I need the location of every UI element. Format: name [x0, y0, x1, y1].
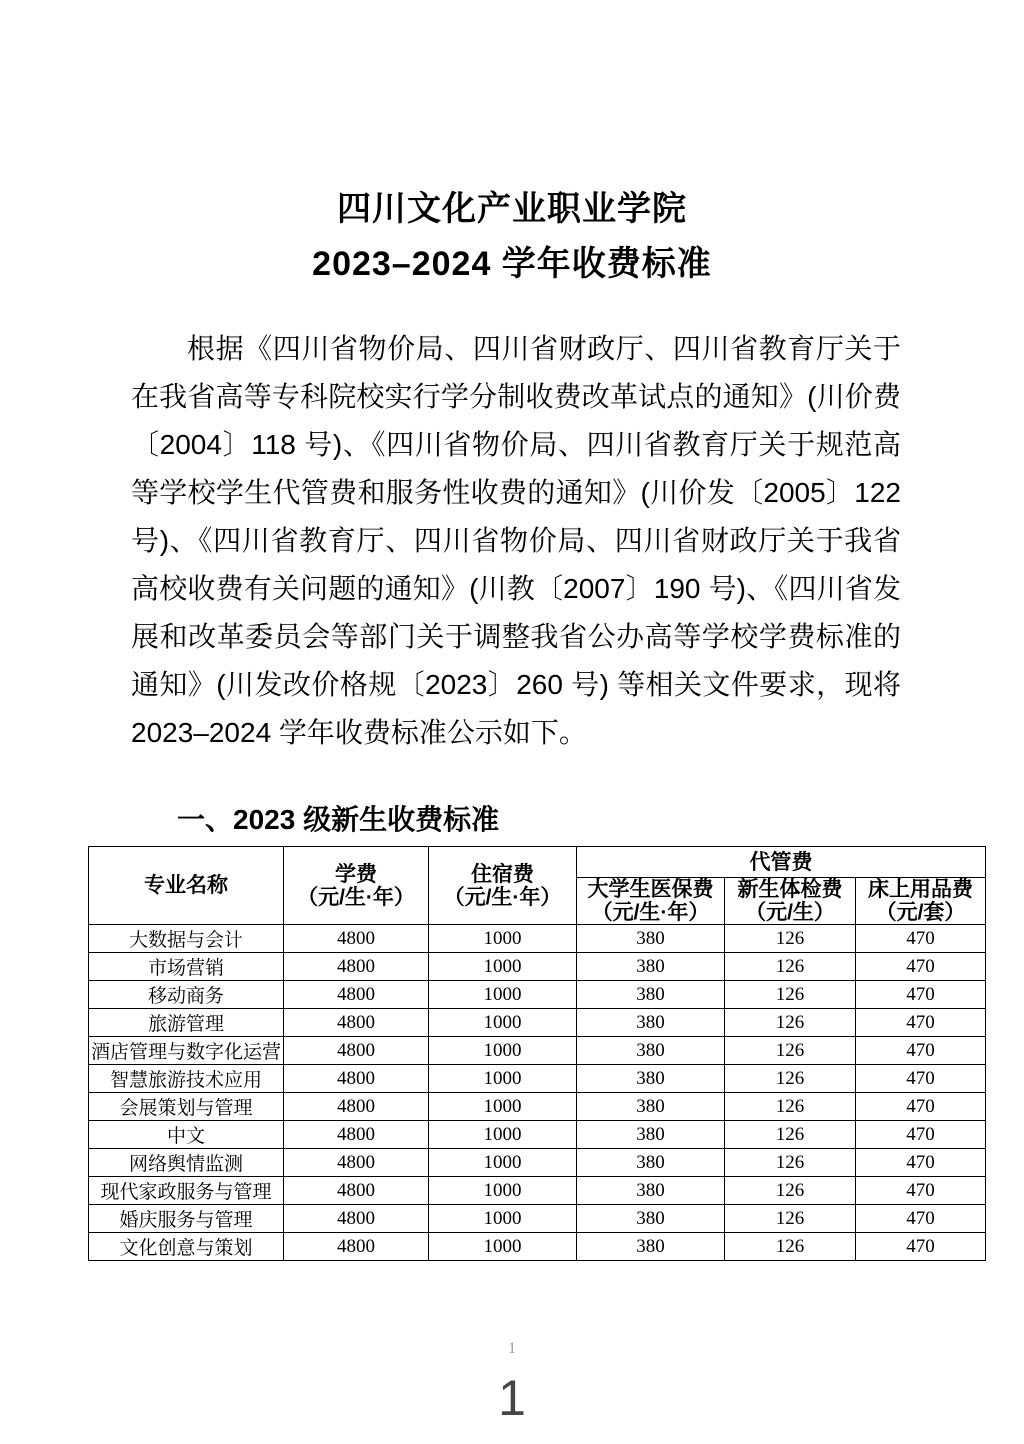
accommodation-cell: 1000 — [429, 1093, 577, 1121]
table-row — [89, 953, 986, 981]
table-row — [89, 981, 986, 1009]
bedding-cell: 470 — [856, 1149, 986, 1177]
major-cell: 大数据与会计 — [89, 925, 284, 953]
accommodation-cell: 1000 — [429, 1037, 577, 1065]
major-cell: 智慧旅游技术应用 — [89, 1065, 284, 1093]
accommodation-cell: 1000 — [429, 1121, 577, 1149]
header-medical-insurance: 大学生医保费 （元/生·年） — [577, 878, 725, 925]
bedding-cell: 470 — [856, 1009, 986, 1037]
tuition-cell: 4800 — [284, 1177, 429, 1205]
bedding-cell: 470 — [856, 1065, 986, 1093]
accommodation-cell: 1000 — [429, 1233, 577, 1261]
medical-cell: 380 — [577, 1093, 725, 1121]
tuition-cell: 4800 — [284, 925, 429, 953]
bedding-cell: 470 — [856, 1233, 986, 1261]
header-physical-exam: 新生体检费 （元/生） — [725, 878, 856, 925]
major-cell: 市场营销 — [89, 953, 284, 981]
physical-cell: 126 — [725, 1177, 856, 1205]
physical-cell: 126 — [725, 1121, 856, 1149]
header-agency-fees-group: 代管费 — [577, 847, 986, 878]
major-cell: 文化创意与策划 — [89, 1233, 284, 1261]
medical-cell: 380 — [577, 925, 725, 953]
table-row — [89, 1009, 986, 1037]
major-cell: 移动商务 — [89, 981, 284, 1009]
table-row — [89, 1037, 986, 1065]
document-title-line2: 2023–2024 学年收费标准 — [312, 245, 712, 283]
medical-cell: 380 — [577, 1009, 725, 1037]
physical-cell: 126 — [725, 953, 856, 981]
major-cell: 现代家政服务与管理 — [89, 1177, 284, 1205]
tuition-cell: 4800 — [284, 1149, 429, 1177]
major-cell: 网络舆情监测 — [89, 1149, 284, 1177]
table-row — [89, 1205, 986, 1233]
accommodation-cell: 1000 — [429, 981, 577, 1009]
physical-cell: 126 — [725, 1093, 856, 1121]
footer-page-number: 1 — [508, 1340, 516, 1357]
medical-cell: 380 — [577, 981, 725, 1009]
table-row — [89, 1233, 986, 1261]
fee-table — [88, 846, 986, 1261]
accommodation-cell: 1000 — [429, 925, 577, 953]
table-row — [89, 1093, 986, 1121]
accommodation-cell: 1000 — [429, 1009, 577, 1037]
table-row — [89, 1121, 986, 1149]
header-tuition: 学费 （元/生·年） — [284, 847, 429, 925]
major-cell: 婚庆服务与管理 — [89, 1205, 284, 1233]
bedding-cell: 470 — [856, 981, 986, 1009]
intro-paragraph: 根据《四川省物价局、四川省财政厅、四川省教育厅关于在我省高等专科院校实行学分制收费改革试点的通知》(川价费〔2004〕118 号)、《四川省物价局、四川省教育厅关于规范高等学校学生代管费和服务性收费的通知》(川价发〔2005〕122 号)、《四川省教育厅、四川省物价局、四川省财政厅关于我省高校收费有关问题的通知》(川教〔2007〕190 号)、《四川省发展和改革委员会等部门关于调整我省公办高等学校学费标准的通知》(川发改价格规〔2023〕260 号) 等相关文件要求，现将 2023–2024 学年收费标准公示如下。 — [131, 333, 901, 748]
major-cell: 会展策划与管理 — [89, 1093, 284, 1121]
physical-cell: 126 — [725, 1037, 856, 1065]
header-bedding: 床上用品费 （元/套） — [856, 878, 986, 925]
bedding-cell: 470 — [856, 1177, 986, 1205]
tuition-cell: 4800 — [284, 1121, 429, 1149]
medical-cell: 380 — [577, 1205, 725, 1233]
tuition-cell: 4800 — [284, 1037, 429, 1065]
accommodation-cell: 1000 — [429, 1065, 577, 1093]
medical-cell: 380 — [577, 1233, 725, 1261]
physical-cell: 126 — [725, 1205, 856, 1233]
document-title — [0, 182, 1024, 292]
major-cell: 中文 — [89, 1121, 284, 1149]
physical-cell: 126 — [725, 1009, 856, 1037]
tuition-cell: 4800 — [284, 1009, 429, 1037]
major-cell: 旅游管理 — [89, 1009, 284, 1037]
tuition-cell: 4800 — [284, 981, 429, 1009]
physical-cell: 126 — [725, 925, 856, 953]
medical-cell: 380 — [577, 1177, 725, 1205]
table-header-row-1 — [89, 847, 986, 878]
table-row — [89, 1149, 986, 1177]
accommodation-cell: 1000 — [429, 1205, 577, 1233]
document-title-line1: 四川文化产业职业学院 — [337, 190, 687, 228]
major-cell: 酒店管理与数字化运营 — [89, 1037, 284, 1065]
bedding-cell: 470 — [856, 1121, 986, 1149]
section-heading: 一、2023 级新生收费标准 — [177, 804, 500, 835]
bedding-cell: 470 — [856, 953, 986, 981]
tuition-cell: 4800 — [284, 1233, 429, 1261]
medical-cell: 380 — [577, 953, 725, 981]
tuition-cell: 4800 — [284, 953, 429, 981]
accommodation-cell: 1000 — [429, 1149, 577, 1177]
tuition-cell: 4800 — [284, 1205, 429, 1233]
table-row — [89, 925, 986, 953]
bedding-cell: 470 — [856, 925, 986, 953]
physical-cell: 126 — [725, 1233, 856, 1261]
physical-cell: 126 — [725, 1065, 856, 1093]
accommodation-cell: 1000 — [429, 1177, 577, 1205]
medical-cell: 380 — [577, 1149, 725, 1177]
header-major: 专业名称 — [89, 847, 284, 925]
header-accommodation: 住宿费 （元/生·年） — [429, 847, 577, 925]
medical-cell: 380 — [577, 1121, 725, 1149]
medical-cell: 380 — [577, 1037, 725, 1065]
physical-cell: 126 — [725, 1149, 856, 1177]
bedding-cell: 470 — [856, 1037, 986, 1065]
viewer-page-number: 1 — [498, 1370, 526, 1426]
accommodation-cell: 1000 — [429, 953, 577, 981]
table-row — [89, 1065, 986, 1093]
tuition-cell: 4800 — [284, 1065, 429, 1093]
table-row — [89, 1177, 986, 1205]
bedding-cell: 470 — [856, 1205, 986, 1233]
physical-cell: 126 — [725, 981, 856, 1009]
medical-cell: 380 — [577, 1065, 725, 1093]
tuition-cell: 4800 — [284, 1093, 429, 1121]
bedding-cell: 470 — [856, 1093, 986, 1121]
